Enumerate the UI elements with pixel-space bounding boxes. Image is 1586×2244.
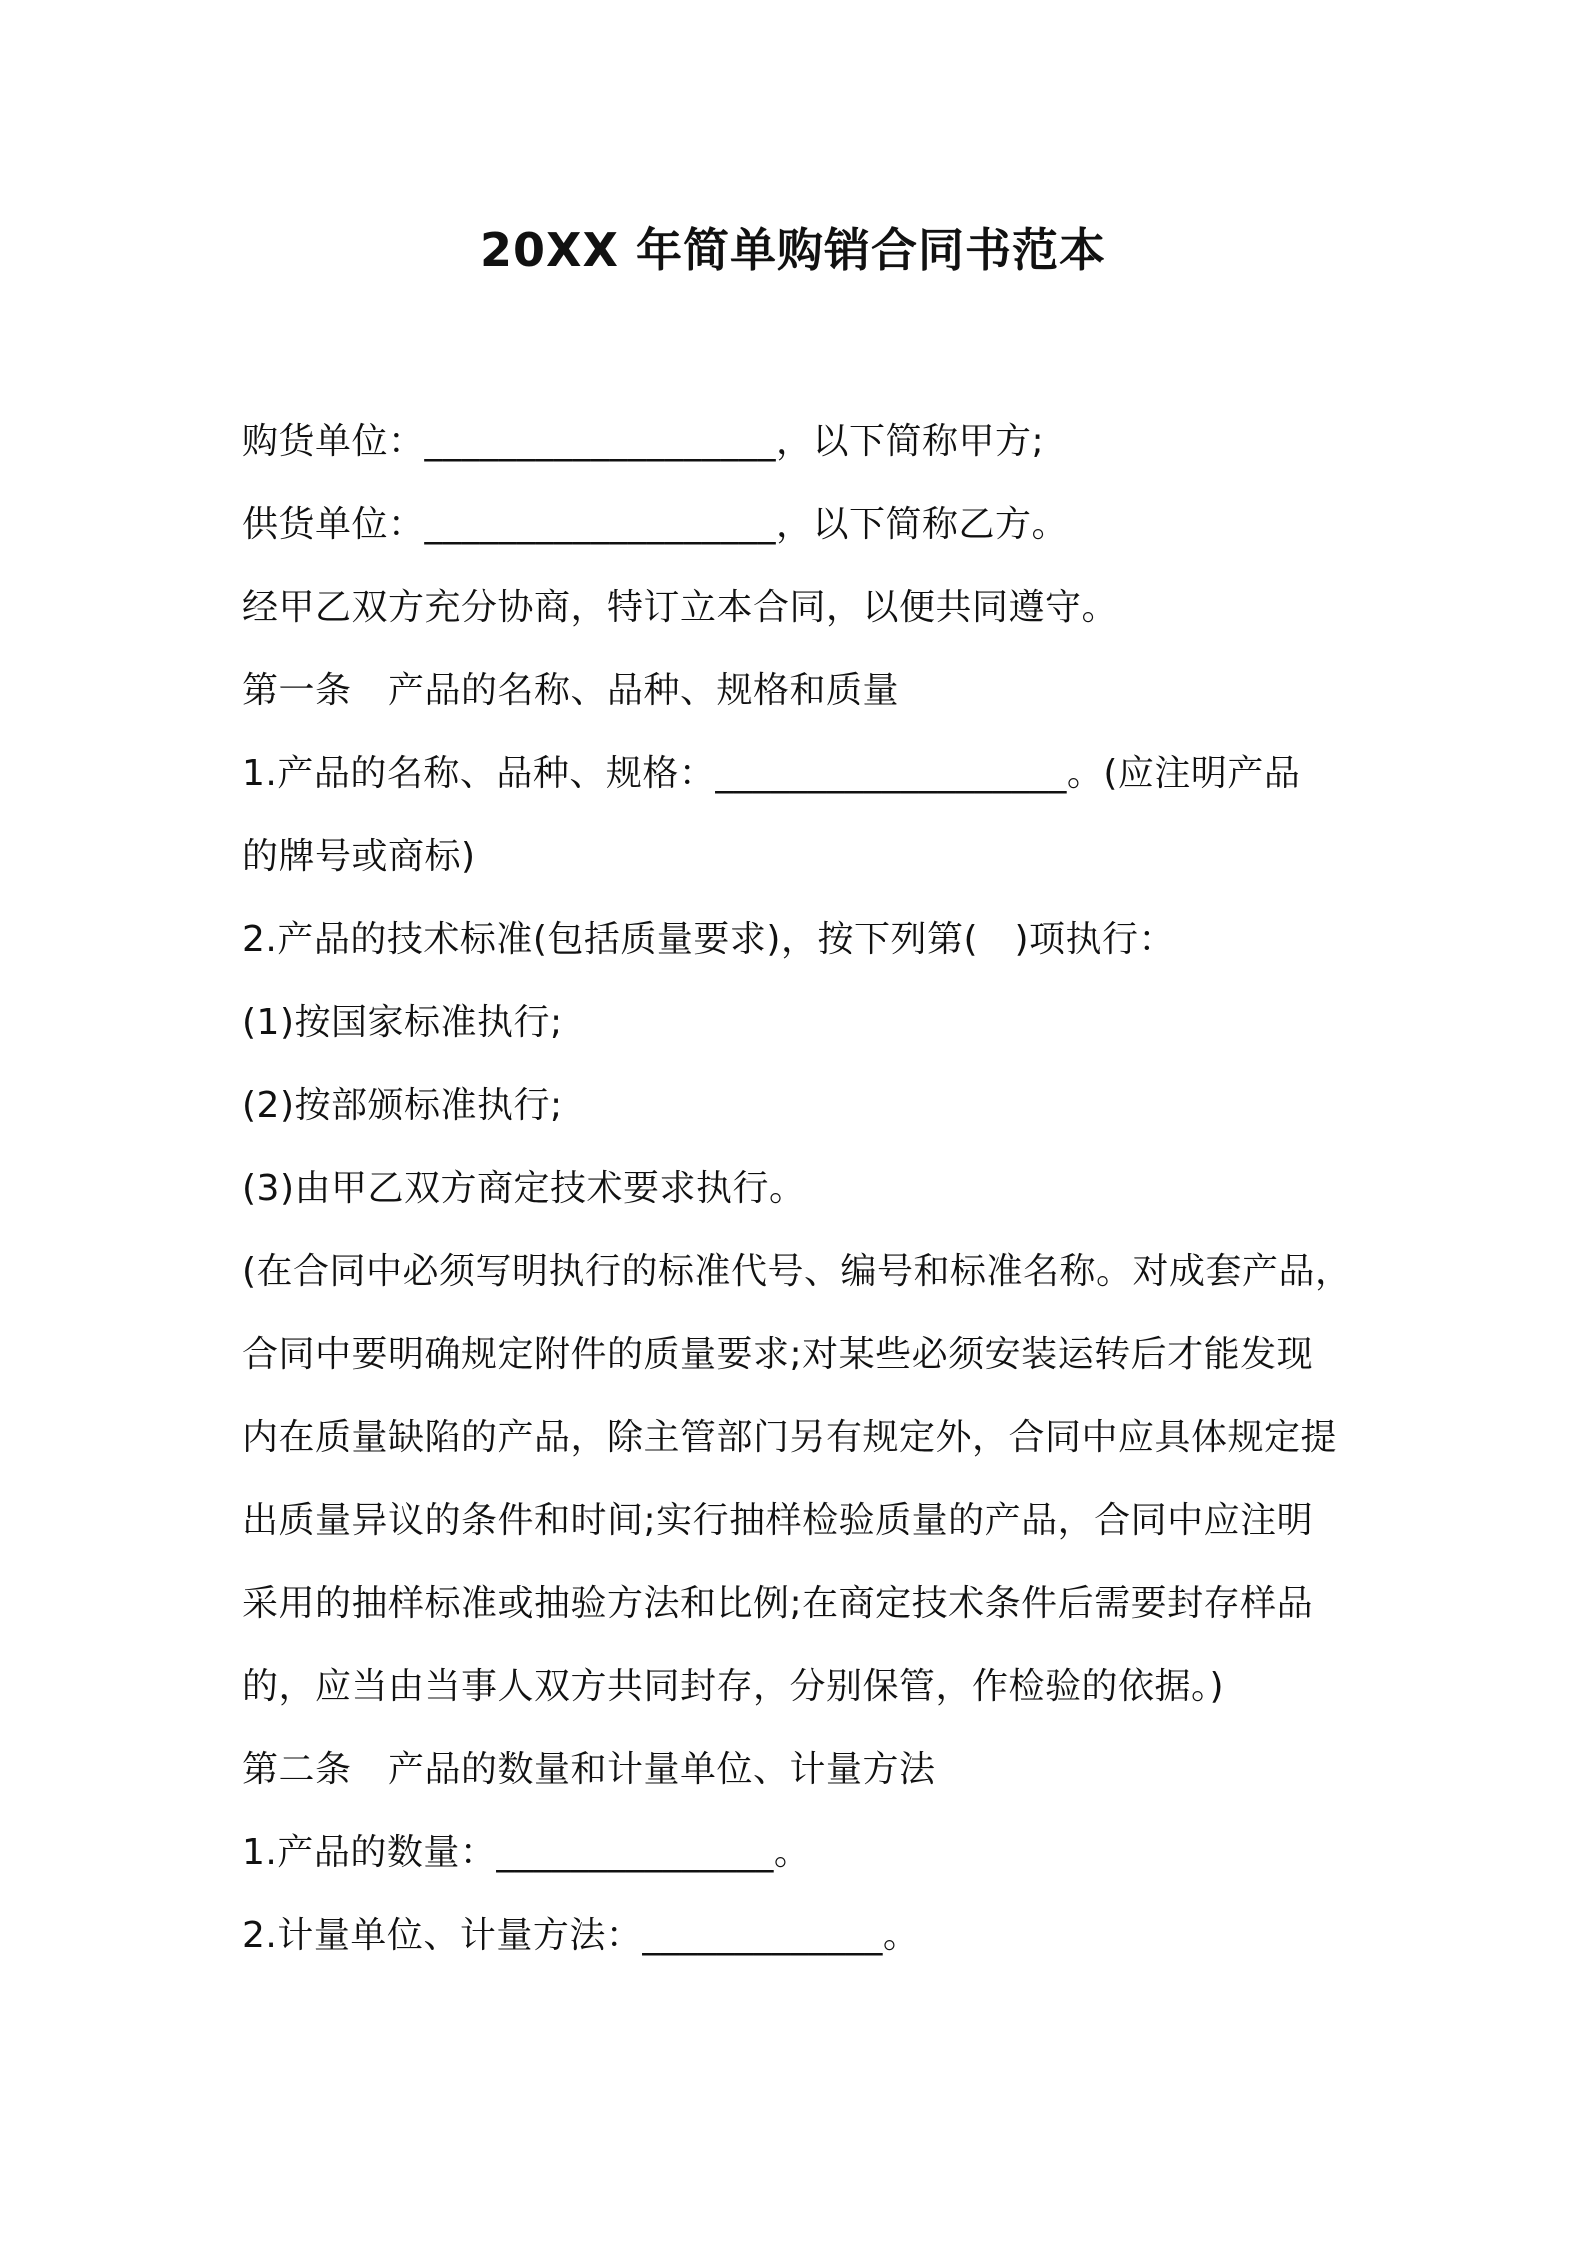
list-item: (1)按国家标准执行; [242,1002,563,1043]
paragraph-line: 1.产品的名称、品种、规格：___________________。(应注明产品 [242,753,1301,794]
note-line: (在合同中必须写明执行的标准代号、编号和标准名称。对成套产品， [242,1251,1352,1292]
document-title: 20XX 年简单购销合同书范本 [480,223,1106,277]
supplier-line: 供货单位：___________________，以下简称乙方。 [242,504,1069,545]
paragraph-line: 2.计量单位、计量方法：_____________。 [242,1915,920,1956]
note-line: 采用的抽样标准或抽验方法和比例;在商定技术条件后需要封存样品 [242,1583,1314,1624]
note-line: 内在质量缺陷的产品，除主管部门另有规定外，合同中应具体规定提 [242,1417,1338,1458]
agreement-line: 经甲乙双方充分协商，特订立本合同，以便共同遵守。 [242,587,1119,628]
list-item: (3)由甲乙双方商定技术要求执行。 [242,1168,806,1209]
list-item: (2)按部颁标准执行; [242,1085,563,1126]
paragraph-line: 1.产品的数量：_______________。 [242,1832,811,1873]
note-line: 的，应当由当事人双方共同封存，分别保管，作检验的依据。) [242,1666,1225,1707]
note-line: 合同中要明确规定附件的质量要求;对某些必须安装运转后才能发现 [242,1334,1314,1375]
article-2-heading: 第二条 产品的数量和计量单位、计量方法 [242,1749,936,1790]
paragraph-line: 2.产品的技术标准(包括质量要求)，按下列第( )项执行： [242,919,1176,960]
paragraph-line: 的牌号或商标) [242,836,476,877]
document-body [242,412,1362,1989]
buyer-line: 购货单位：___________________，以下简称甲方; [242,421,1045,462]
article-1-heading: 第一条 产品的名称、品种、规格和质量 [242,670,900,711]
note-line: 出质量异议的条件和时间;实行抽样检验质量的产品，合同中应注明 [242,1500,1314,1541]
